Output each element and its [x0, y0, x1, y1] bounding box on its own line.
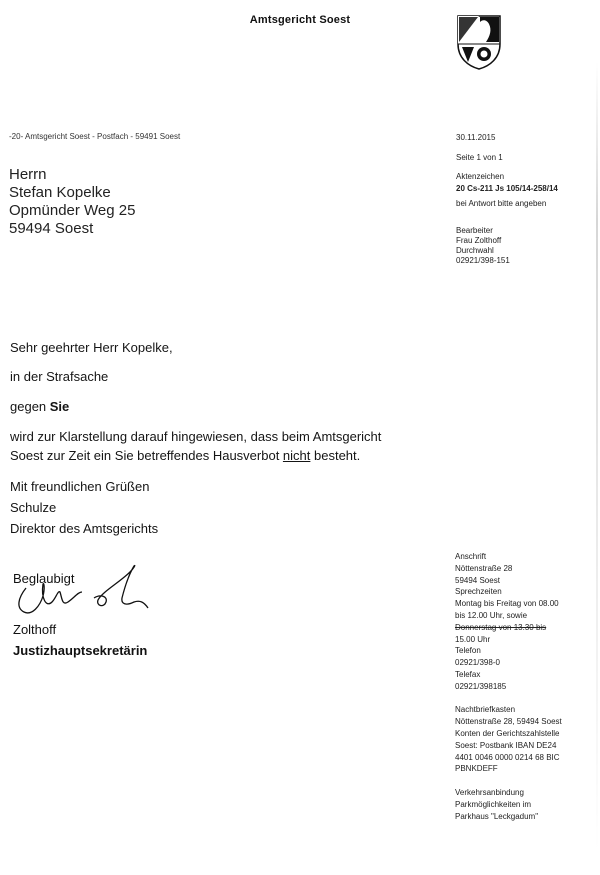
bank-accounts-label: Konten der Gerichtszahlstelle	[455, 728, 560, 738]
office-hours-line-3: Donnerstag von 13.30 bis	[455, 622, 547, 632]
address-label: Anschrift	[455, 552, 487, 561]
emphasis-nicht: nicht	[282, 448, 311, 463]
office-hours-label: Sprechzeiten	[455, 587, 502, 597]
office-hours-line-2: bis 12.00 Uhr, sowie	[455, 610, 528, 620]
night-mailbox-address: Nöttenstraße 28, 59494 Soest	[455, 717, 562, 727]
transport-label: Verkehrsanbindung	[455, 787, 524, 797]
against-line	[10, 399, 69, 414]
bank-account-line-1: Soest: Postbank IBAN DE24	[455, 740, 557, 750]
nrw-coat-of-arms-icon	[456, 14, 502, 70]
recipient-salutation-line: Herrn	[9, 166, 47, 183]
transport-line-1: Parkmöglichkeiten im	[455, 799, 532, 809]
recipient-name: Stefan Kopelke	[9, 184, 111, 201]
scan-edge-shadow	[596, 62, 598, 852]
night-mailbox-label: Nachtbriefkasten	[455, 705, 516, 715]
court-name-header: Amtsgericht Soest	[249, 14, 351, 26]
attesting-clerk-name: Zolthoff	[13, 622, 57, 637]
letter-salutation: Sehr geehrter Herr Kopelke,	[10, 340, 173, 355]
body-text-segment-end: besteht.	[310, 448, 361, 463]
recipient-address	[9, 166, 135, 238]
against-name: Sie	[49, 399, 70, 414]
clerk-name: Frau Zolthoff	[456, 236, 502, 245]
certification-label: Beglaubigt	[13, 571, 75, 586]
bank-account-line-2: 4401 0046 0000 0214 68 BIC	[455, 752, 560, 762]
against-prefix: gegen	[10, 399, 50, 414]
file-number-label: Aktenzeichen	[456, 172, 505, 181]
clerk-info	[456, 226, 510, 266]
address-city: 59494 Soest	[455, 575, 500, 585]
office-hours-line-4: 15.00 Uhr	[455, 634, 491, 644]
fax-label: Telefax	[455, 669, 481, 679]
letter-date: 30.11.2015	[456, 133, 496, 142]
fax-number: 02921/398185	[455, 681, 507, 691]
closing-greeting: Mit freundlichen Grüßen	[10, 479, 150, 494]
recipient-street: Opmünder Weg 25	[9, 202, 136, 219]
clerk-label: Bearbeiter	[456, 226, 493, 235]
transport-line-2: Parkhaus "Leckgadum"	[455, 811, 539, 821]
return-address: -20- Amtsgericht Soest - Postfach - 59491 Soest	[9, 132, 181, 141]
signatory-title: Direktor des Amtsgerichts	[10, 521, 159, 536]
body-text-segment: Soest zur Zeit ein Sie betreffendes Hausverbot	[10, 448, 283, 463]
extension-number: 02921/398-151	[456, 256, 510, 265]
body-paragraph-line-1: wird zur Klarstellung darauf hingewiesen, dass beim Amtsgericht	[10, 429, 382, 444]
bank-account-line-3: PBNKDEFF	[455, 764, 498, 774]
body-paragraph-line-2	[10, 448, 360, 463]
court-contact-sidebar	[455, 551, 595, 822]
recipient-city: 59494 Soest	[9, 220, 94, 237]
signatory-name: Schulze	[10, 500, 57, 515]
extension-label: Durchwahl	[456, 246, 494, 255]
address-street: Nöttenstraße 28	[455, 563, 513, 573]
file-number-note: bei Antwort bitte angeben	[456, 199, 547, 208]
file-number: 20 Cs-211 Js 105/14-258/14	[456, 184, 558, 193]
office-hours-line-1: Montag bis Freitag von 08.00	[455, 599, 559, 609]
phone-label: Telefon	[455, 646, 481, 656]
attesting-clerk-title: Justizhauptsekretärin	[13, 643, 148, 658]
phone-number: 02921/398-0	[455, 658, 500, 668]
case-line: in der Strafsache	[10, 369, 109, 384]
page-number: Seite 1 von 1	[456, 153, 503, 162]
